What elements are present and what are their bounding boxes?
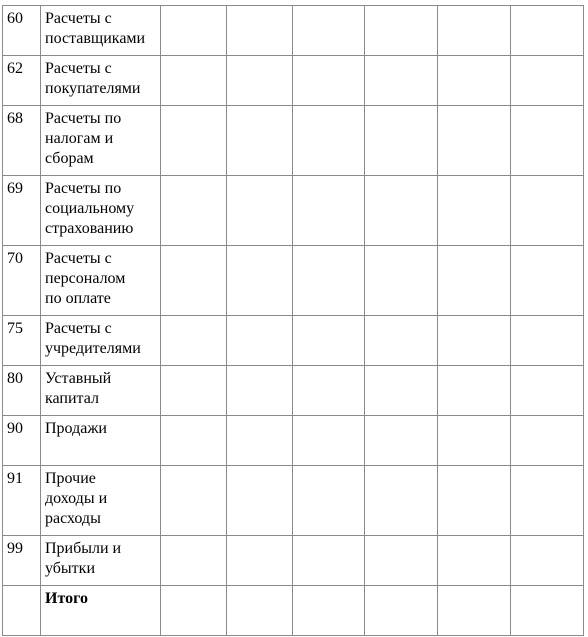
account-code-cell: 90 — [3, 416, 41, 466]
accounts-table-body — [3, 6, 584, 636]
account-name-line: сборам — [45, 150, 94, 167]
empty-value-cell — [511, 6, 584, 56]
account-name-line: страхованию — [45, 220, 134, 237]
table-row — [3, 416, 584, 466]
account-name-line: учредителями — [45, 340, 141, 357]
account-name-line: расходы — [45, 510, 101, 527]
empty-value-cell — [293, 586, 365, 636]
account-name-line: Прочие — [45, 470, 96, 487]
table-row — [3, 106, 584, 176]
empty-value-cell — [511, 366, 584, 416]
empty-value-cell — [227, 6, 293, 56]
empty-value-cell — [293, 316, 365, 366]
empty-value-cell — [365, 246, 438, 316]
account-name-cell — [41, 246, 161, 316]
empty-value-cell — [438, 466, 511, 536]
total-label-cell — [41, 586, 161, 636]
empty-value-cell — [365, 6, 438, 56]
table-row — [3, 536, 584, 586]
empty-value-cell — [511, 416, 584, 466]
account-name-line: налогам и — [45, 130, 114, 147]
account-name-line: социальному — [45, 200, 135, 217]
empty-value-cell — [293, 366, 365, 416]
empty-value-cell — [438, 6, 511, 56]
empty-value-cell — [365, 416, 438, 466]
empty-value-cell — [293, 106, 365, 176]
empty-value-cell — [227, 466, 293, 536]
account-name-cell — [41, 466, 161, 536]
account-name-line: капитал — [45, 390, 99, 407]
empty-value-cell — [438, 536, 511, 586]
empty-value-cell — [438, 246, 511, 316]
account-name-cell — [41, 316, 161, 366]
empty-value-cell — [293, 6, 365, 56]
empty-value-cell — [161, 416, 227, 466]
empty-value-cell — [511, 316, 584, 366]
empty-value-cell — [161, 466, 227, 536]
empty-value-cell — [365, 366, 438, 416]
account-name-line: Расчеты с — [45, 10, 112, 27]
empty-value-cell — [227, 56, 293, 106]
empty-value-cell — [161, 316, 227, 366]
account-code-cell: 62 — [3, 56, 41, 106]
account-name-line: Прибыли и — [45, 540, 122, 557]
account-name-cell — [41, 56, 161, 106]
total-row — [3, 586, 584, 636]
table-row — [3, 176, 584, 246]
empty-value-cell — [227, 536, 293, 586]
account-code-cell: 91 — [3, 466, 41, 536]
account-code-cell: 60 — [3, 6, 41, 56]
empty-value-cell — [511, 466, 584, 536]
empty-value-cell — [293, 466, 365, 536]
empty-value-cell — [227, 176, 293, 246]
empty-value-cell — [438, 176, 511, 246]
empty-value-cell — [161, 106, 227, 176]
empty-value-cell — [438, 586, 511, 636]
account-name-line: персоналом — [45, 270, 126, 287]
empty-value-cell — [161, 536, 227, 586]
empty-value-cell — [511, 106, 584, 176]
empty-value-cell — [365, 106, 438, 176]
empty-value-cell — [161, 56, 227, 106]
total-code-cell — [3, 586, 41, 636]
account-name-cell — [41, 536, 161, 586]
account-name-line: Расчеты с — [45, 250, 112, 267]
empty-value-cell — [227, 106, 293, 176]
table-row — [3, 366, 584, 416]
empty-value-cell — [161, 176, 227, 246]
empty-value-cell — [293, 176, 365, 246]
account-name-line: Расчеты с — [45, 60, 112, 77]
table-row — [3, 56, 584, 106]
account-name-cell — [41, 366, 161, 416]
table-row — [3, 246, 584, 316]
empty-value-cell — [438, 416, 511, 466]
account-code-cell: 75 — [3, 316, 41, 366]
account-name-line: убытки — [45, 560, 96, 577]
empty-value-cell — [227, 416, 293, 466]
table-row — [3, 466, 584, 536]
account-name-line: поставщиками — [45, 30, 146, 47]
table-row — [3, 6, 584, 56]
empty-value-cell — [365, 316, 438, 366]
account-name-cell — [41, 176, 161, 246]
account-name-line: Продажи — [45, 420, 107, 437]
empty-value-cell — [511, 56, 584, 106]
empty-value-cell — [293, 416, 365, 466]
empty-value-cell — [365, 586, 438, 636]
empty-value-cell — [227, 366, 293, 416]
total-label: Итого — [45, 590, 88, 607]
account-name-line: по оплате — [45, 290, 111, 307]
account-name-line: Расчеты по — [45, 110, 122, 127]
account-code-cell: 70 — [3, 246, 41, 316]
account-code-cell: 68 — [3, 106, 41, 176]
account-name-line: Расчеты с — [45, 320, 112, 337]
empty-value-cell — [511, 246, 584, 316]
empty-value-cell — [511, 586, 584, 636]
empty-value-cell — [293, 56, 365, 106]
empty-value-cell — [293, 246, 365, 316]
empty-value-cell — [511, 536, 584, 586]
empty-value-cell — [365, 176, 438, 246]
empty-value-cell — [227, 246, 293, 316]
empty-value-cell — [438, 56, 511, 106]
account-name-line: Уставный — [45, 370, 112, 387]
empty-value-cell — [161, 586, 227, 636]
account-name-cell — [41, 416, 161, 466]
empty-value-cell — [438, 106, 511, 176]
empty-value-cell — [161, 366, 227, 416]
account-name-cell — [41, 6, 161, 56]
empty-value-cell — [365, 466, 438, 536]
account-code-cell: 69 — [3, 176, 41, 246]
accounts-table — [2, 5, 584, 636]
empty-value-cell — [438, 316, 511, 366]
empty-value-cell — [293, 536, 365, 586]
account-name-cell — [41, 106, 161, 176]
empty-value-cell — [438, 366, 511, 416]
account-code-cell: 99 — [3, 536, 41, 586]
table-row — [3, 316, 584, 366]
empty-value-cell — [227, 586, 293, 636]
empty-value-cell — [365, 536, 438, 586]
account-name-line: доходы и — [45, 490, 108, 507]
empty-value-cell — [227, 316, 293, 366]
account-code-cell: 80 — [3, 366, 41, 416]
empty-value-cell — [161, 6, 227, 56]
account-name-line: покупателями — [45, 80, 141, 97]
account-name-line: Расчеты по — [45, 180, 122, 197]
empty-value-cell — [511, 176, 584, 246]
empty-value-cell — [161, 246, 227, 316]
empty-value-cell — [365, 56, 438, 106]
